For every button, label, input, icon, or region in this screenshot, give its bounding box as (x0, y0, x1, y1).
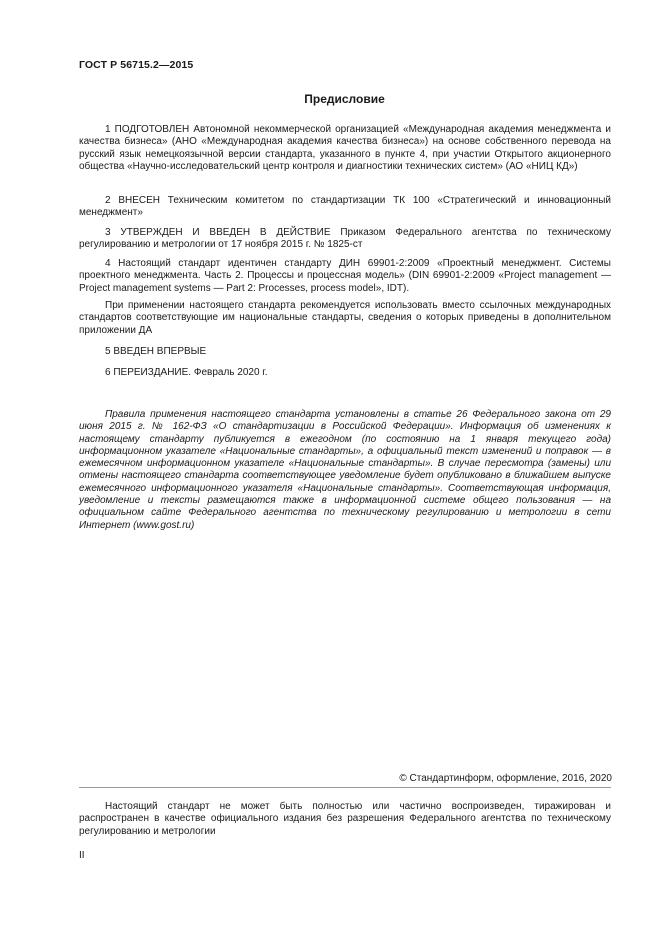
foreword-paragraph-5 (79, 346, 611, 358)
foreword-paragraph-6 (79, 367, 611, 379)
foreword-paragraph-4-note (79, 300, 611, 337)
page-title: Предисловие (304, 92, 385, 106)
paragraph-text: 1 ПОДГОТОВЛЕН Автономной некоммерческой организацией «Международная академия менеджмента и качества бизнеса» (АНО «Международная академия качества бизнеса») на основе собственного перевода на русский язык немецкоязычной версии стандарта, указанного в пункте 4, при участии Открытого акционерного общества «Научно-исследовательский центр контроля и диагностики технических систем» (АО «НИЦ КД») (79, 124, 611, 172)
foreword-paragraph-4 (79, 258, 611, 295)
paragraph-text: При применении настоящего стандарта рекомендуется использовать вместо ссылочных международных стандартов соответствующие им национальные стандарты, сведения о которых приведены в дополнительном приложении ДА (79, 300, 611, 336)
foreword-paragraph-3 (79, 227, 611, 252)
page-number: II (79, 850, 85, 861)
paragraph-text: 2 ВНЕСЕН Техническим комитетом по стандартизации ТК 100 «Стратегический и инновационный менеджмент» (79, 195, 611, 219)
paragraph-text: 5 ВВЕДЕН ВПЕРВЫЕ (105, 346, 207, 357)
foreword-paragraph-2 (79, 195, 611, 220)
paragraph-text: 4 Настоящий стандарт идентичен стандарту ДИН 69901-2:2009 «Проектный менеджмент. Системы проектного менеджмента. Часть 2. Процессы и процессная модель» (DIN 69901-2:2009 «Project management — Project management systems — Part 2: Processes, process model», IDT). (79, 258, 611, 294)
reproduction-notice: Настоящий стандарт не может быть полностью или частично воспроизведен, тиражирован и распространен в качестве официального издания без разрешения Федерального агентства по техническому регулированию и метрологии (79, 801, 611, 837)
paragraph-text: 6 ПЕРЕИЗДАНИЕ. Февраль 2020 г. (105, 367, 268, 378)
application-rules-notice: Правила применения настоящего стандарта установлены в статье 26 Федерального закона от 29 июня 2015 г. № 162-ФЗ «О стандартизации в Российской Федерации». Информация об изменениях к настоящему стандарту публикуется в ежегодном (по состоянию на 1 января текущего года) информационном указателе «Национальные стандарты», а официальный текст изменений и поправок — в ежемесячном информационном указателе «Национальные стандарты». В случае пересмотра (замены) или отмены настоящего стандарта соответствующее уведомление будет опубликовано в ближайшем выпуске ежемесячного информационного указателя «Национальные стандарты». Соответствующая информация, уведомление и тексты размещаются также в информационной системе общего пользования — на официальном сайте Федерального агентства по техническому регулированию и метрологии в сети Интернет (www.gost.ru) (79, 409, 611, 531)
paragraph-text: 3 УТВЕРЖДЕН И ВВЕДЕН В ДЕЙСТВИЕ Приказом Федерального агентства по техническому регулированию и метрологии от 17 ноября 2015 г. № 1825-ст (79, 227, 611, 251)
standard-id-header: ГОСТ Р 56715.2—2015 (79, 59, 194, 71)
copyright-line: © Стандартинформ, оформление, 2016, 2020 (399, 773, 612, 784)
divider-line (79, 787, 611, 788)
foreword-paragraph-1 (79, 124, 611, 173)
